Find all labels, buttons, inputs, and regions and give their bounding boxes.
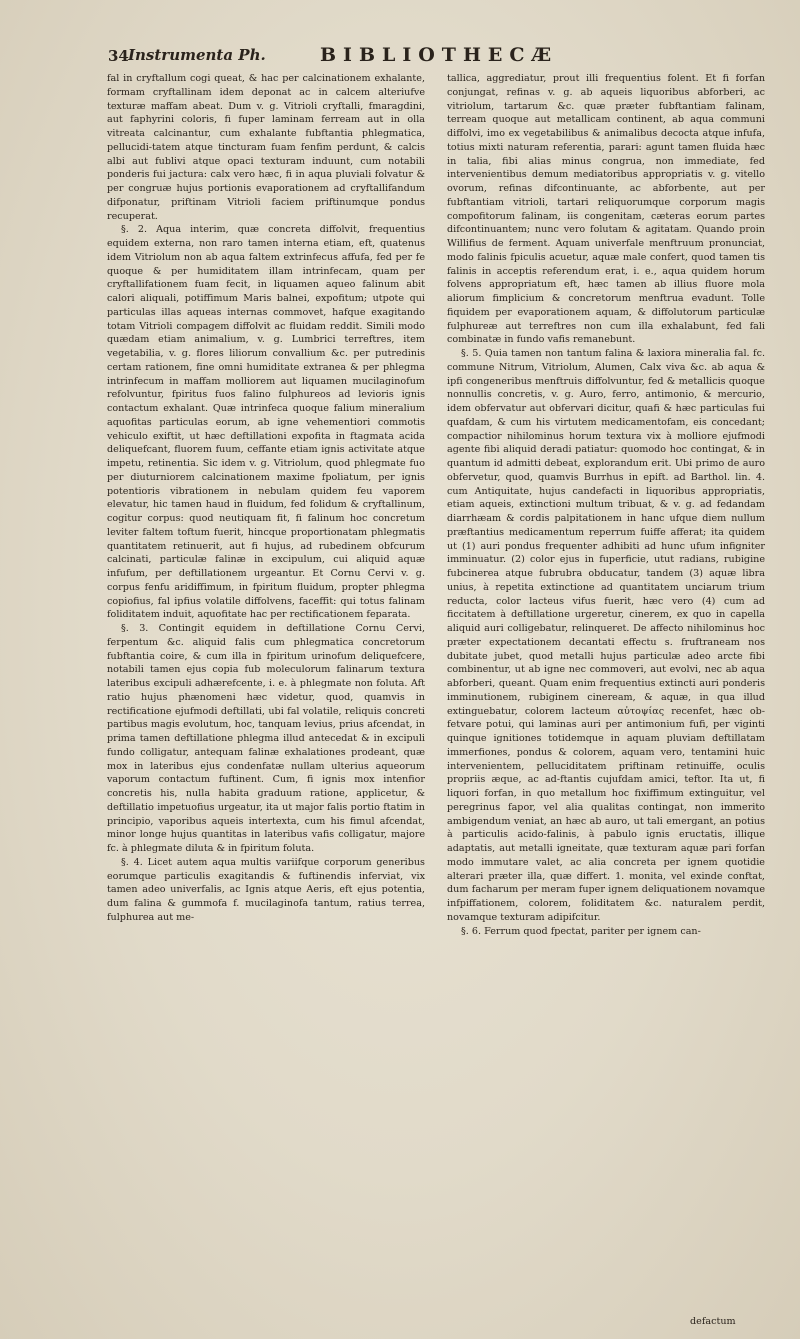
paragraph: tallica, aggrediatur, prout illi frequentius folent. Et fi forfan conjungat, refinas v. g. ab aqueis liquoribus abforberi, ac vitriolum, tartarum &c. quæ præter fubftantiam falinam, terream quoque aut metallicam continent, ab aqua communi diffolvi, imo ex vegetabilibus & animalibus decocta atque infufa, totius mixti naturam referentia, parari: agunt tamen fluida hæc in talia, fibi alias minus congrua, non immediate, fed intervenientibus demum mediatoribus appropriatis v. g. vitello ovorum, refinas difcontinuante, ac abforbente, aut per fubftantiam vitrioli, tartari reliquorumque corporum magis compofitorum falinam, iis congenitam, cæteras eorum partes difcontinuantem; nunc vero folutam & agitatam. Quando proin Willifius de ferment. Aquam univerfale menftruum pronunciat, modo falinis fpiculis acuetur, aquæ male confert, quod tamen tis falinis in acceptis referendum erat, i. e., aqua quidem horum folvens appropriatum eft, hæc tamen ab illius fluore mola aliorum fimplicium & concretorum menftrua evadunt. Tolle fiquidem per evaporationem aquam, & diffolutorum particulæ fulphureæ aut terreftres non cum illa exhalabunt, fed fali combinatæ in fundo vafis remanebunt. bbox=[447, 73, 765, 346]
paragraph: §. 6. Ferrum quod fpectat, pariter per ignem can- bbox=[461, 925, 701, 937]
section-title: BIBLIOTHECÆ bbox=[320, 44, 559, 66]
paragraph: §. 2. Aqua interim, quæ concreta diffolvit, frequentius equidem externa, non raro tamen interna etiam, eft, quatenus idem Vitriolum non ab aqua faltem extrinfecus affufa, fed per fe quoque & per humiditatem illam intrinfecam, quam per cryftallifationem fuam fecit, in liquamen aqueo falinum abit calori aliquali, potiffimum Maris balnei, expofitum; utpote qui particulas illas aqueas internas commovet, hafque exagitando totam Vitrioli compagem diffolvit ac fluidam reddit. Simili modo quædam etiam animalium, v. g. Lumbrici terreftres, item vegetabilia, v. g. flores liliorum convallium &c. per putredinis certam rationem, fine omni humiditate extranea & per phlegma intrinfecum in maffam molliorem aut liquamen mucilaginofum refolvuntur, fpiritus fuos falino fulphureos ad levioris ignis contactum exhalant. Quæ intrinfeca quoque falium mineralium aquofitas particulas eorum, ab igne vehementiori commotis vehiculo exiftit, ut hæc deftillationi expofita in ftagmata acida deliquefcant, fluorem fuum, ceffante etiam ignis activitate atque impetu, retinentia. Sic idem v. g. Vitriolum, quod phlegmate fuo per diuturniorem calcinationem maxime fpoliatum, per ignis potentioris vibrationem in nebulam quidem feu vaporem elevatur, hic tamen haud in fluidum, fed folidum & cryftallinum, cogitur corpus: quod neutiquam fit, fi falinum hoc concretum leviter faltem toftum fuerit, hincque proportionatam phlegmatis quantitatem retinuerit, aut fi hujus, ad rubedinem obfcurum calcinati, particulæ falinæ in excipulum, cui aliquid aquæ infufum, per deftillationem urgeantur. Et Cornu Cervi v. g. corpus fenfu aridiffimum, in fpiritum fluidum, propter phlegma copiofius, fal ipfius volatile diffolvens, faceffit: qui totus falinam foliditatem induit, aquofitate hac per rectificationem feparata. bbox=[107, 224, 425, 621]
page-header bbox=[108, 44, 764, 70]
right-column bbox=[447, 72, 765, 938]
left-column bbox=[107, 72, 425, 925]
paragraph: fal in cryftallum cogi queat, & hac per calcinationem exhalante, formam cryftallinam idem deponat ac in calcem alteriufve texturæ maffam abeat. Dum v. g. Vitrioli cryftalli, fmaragdini, aut faphyrini coloris, fi fuper laminam ferream aut in olla vitreata calcinantur, cum exhalante fubftantia phlegmatica, pellucidi-tatem atque tincturam fuam fenfim perdunt, & calcis albi aut fublivi atque opaci texturam induunt, cum notabili ponderis fui jactura: calx vero hæc, fi in aqua pluviali folvatur & per congruæ hujus portionis evaporationem ad cryftallifandum difponatur, priftinam Vitrioli faciem priftinumque pondus recuperat. bbox=[107, 73, 425, 222]
paragraph: §. 3. Contingit equidem in deftillatione Cornu Cervi, ferpentum &c. aliquid falis cum phlegmatica concretorum fubftantia coire, & cum illa in fpiritum urinofum deliquefcere, notabili tamen ejus copia fub moleculorum falinarum textura lateribus excipuli adhærefcente, i. e. à phlegmate non foluta. Aft ratio hujus phænomeni hæc videtur, quod, quamvis in rectificatione ejufmodi deftillati, ubi fal volatile, reliquis concreti partibus magis evolutum, hoc, tanquam levius, prius afcendat, in prima tamen deftillatione phlegma illud antecedat & in excipuli fundo colligatur, antequam falinæ exhalationes prodeant, quæ mox in lateribus ejus condenfatæ nullam ulterius aqueorum vaporum contactum fuftinent. Cum, fi ignis mox intenfior concretis his, nulla habita graduum ratione, applicetur, & deftillatio impetuofius urgeatur, ita ut major falis portio ftatim in principio, vaporibus aqueis intertexta, cum his fimul afcendat, minor longe hujus quantitas in lateribus vafis colligatur, majore fc. à phlegmate diluta & in fpiritum foluta. bbox=[107, 623, 425, 854]
paragraph: §. 4. Licet autem aqua multis variifque corporum generibus eorumque particulis exagitandis & fuftinendis inferviat, vix tamen adeo univerfalis, ac Ignis atque Aeris, eft ejus potentia, dum falina & gummofa f. mucilaginofa tantum, ratius terrea, fulphurea aut me- bbox=[107, 856, 425, 923]
catchword: defactum bbox=[690, 1316, 736, 1327]
running-title: Instrumenta Ph. bbox=[128, 46, 266, 64]
paragraph: §. 5. Quia tamen non tantum falina & laxiora mineralia fal. fc. commune Nitrum, Vitriolum, Alumen, Calx viva &c. ab aqua & ipfi congeneribus menftruis diffolvuntur, fed & metallicis quoque nonnullis concretis, v. g. Auro, ferro, antimonio, & mercurio, idem obfervatur aut obfervari dicitur, quafi & hæc particulas fui quafdam, & cum his virtutem medicamentofam, eis concedant; compactior nihilominus horum textura vix à molliore ejufmodi agente fibi aliquid deradi patiatur: quomodo hoc contingat, & in quantum id admitti debeat, explorandum erit. Ubi primo de auro obfervetur, quod, quamvis Burrhus in epift. ad Barthol. lin. 4. cum Antiquitate, hujus candefacti in liquoribus appropriatis, etiam aqueis, extinctioni multum tribuat, & v. g. ad fedandam diarrhæam & cordis palpitationem in hanc ufque diem nullum præftantius medicamentum reperrum fuiffe afferat; ita quidem ut (1) auri pondus frequenter adhibiti ad hunc ufum infigniter imminuatur. (2) color ejus in fuperficie, utut radians, rubigine fubcinerea atque fubrubra obducatur, tandem (3) aquæ libra unius, à repetita extinctione ad quantitatem unciarum trium reducta, color lacteus vifus fuerit, hæc vero (4) cum ad ficcitatem à deftillatione urgeretur, cinerem, ex quo in capella aliquid auri colligebatur, relinqueret. De affecto nihilominus hoc præter expectationem decantati effectu s. fruftraneam nos dubitate jubet, quod metalli hujus particulæ adeo arcte fibi combinentur, ut ab igne nec commoveri, aut evolvi, nec ab aqua abforberi, queant. Quam enim frequentius extincti auri ponderis imminutionem, rubiginem cineream, & aquæ, in qua illud extinguebatur, colorem lacteum αὐτοψίας recenfet, hæc ob-fetvare potui, qui laminas auri per antimonium fufi, per viginti quinque ignitiones totidemque in aquam pluviam deftillatam immerfiones, pondus & colorem, aquam vero, tentamini huic intervenientem, pelluciditatem priftinam retinuiffe, oculis propriis æque, ac ad-ftantis cujufdam amici, teftor. Ita ut, fi liquori forfan, in quo metallum hoc fixiffimum extinguitur, vel peregrinus fapor, vel alia qualitas contingat, non immerito ambigendum veniat, an hæc ab auro, ut tali emergant, an potius à particulis acido-falinis, à pabulo ignis eructatis, illique adaptatis, aut metalli igneitate, quæ texturam aquæ pari forfan modo immutare valet, ac alia concreta per ignem quotidie alterari præter illa, quæ differt. 1. monita, vel exinde conftat, dum facharum per meram fuper ignem deliquationem novamque infpiffationem, colorem, foliditatem &c. naturalem perdit, novamque texturam adipifcitur. bbox=[447, 348, 765, 923]
page-number: 34 bbox=[108, 47, 129, 65]
